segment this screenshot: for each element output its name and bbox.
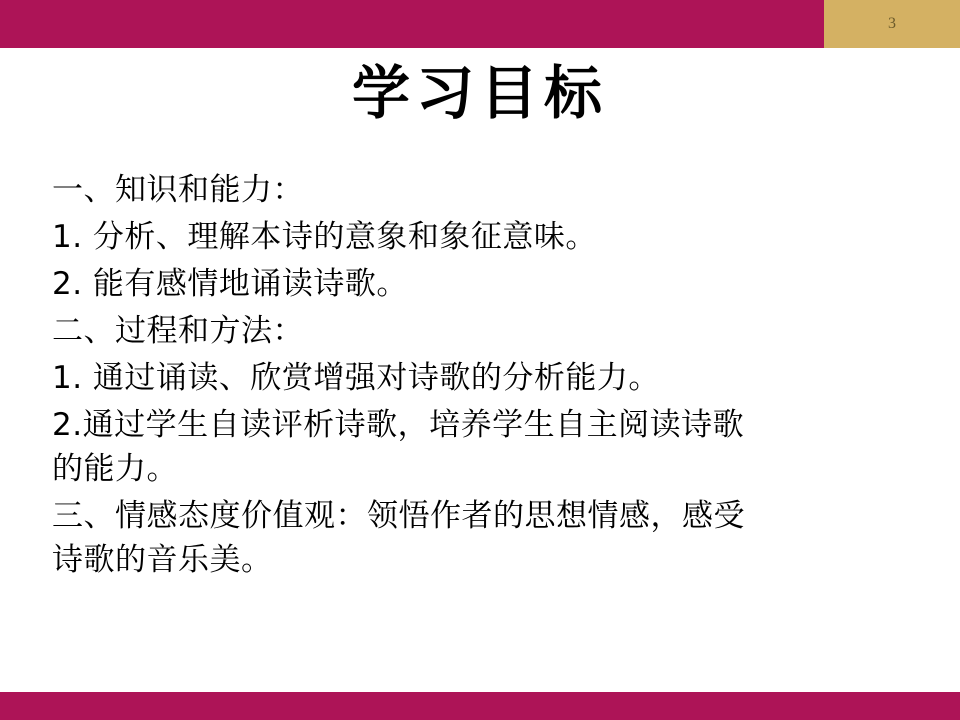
content-line: 2.通过学生自读评析诗歌，培养学生自主阅读诗歌 xyxy=(52,407,745,444)
header-accent-bar xyxy=(0,0,824,48)
footer-accent-bar xyxy=(0,692,960,720)
content-line: 1. 分析、理解本诗的意象和象征意味。 xyxy=(52,219,597,256)
content-line: 一、知识和能力： xyxy=(52,172,304,208)
content-line: 诗歌的音乐美。 xyxy=(52,542,273,579)
content-line: 1. 通过诵读、欣赏增强对诗歌的分析能力。 xyxy=(52,360,660,397)
content-line: 三、情感态度价值观：领悟作者的思想情感，感受 xyxy=(52,498,745,535)
slide-number: 3 xyxy=(888,15,896,32)
content-line: 的能力。 xyxy=(52,451,178,488)
content-body xyxy=(52,168,918,585)
page-title: 学习目标 xyxy=(351,61,608,126)
content-line: 二、过程和方法： xyxy=(52,313,304,350)
content-line: 2. 能有感情地诵读诗歌。 xyxy=(52,266,408,303)
